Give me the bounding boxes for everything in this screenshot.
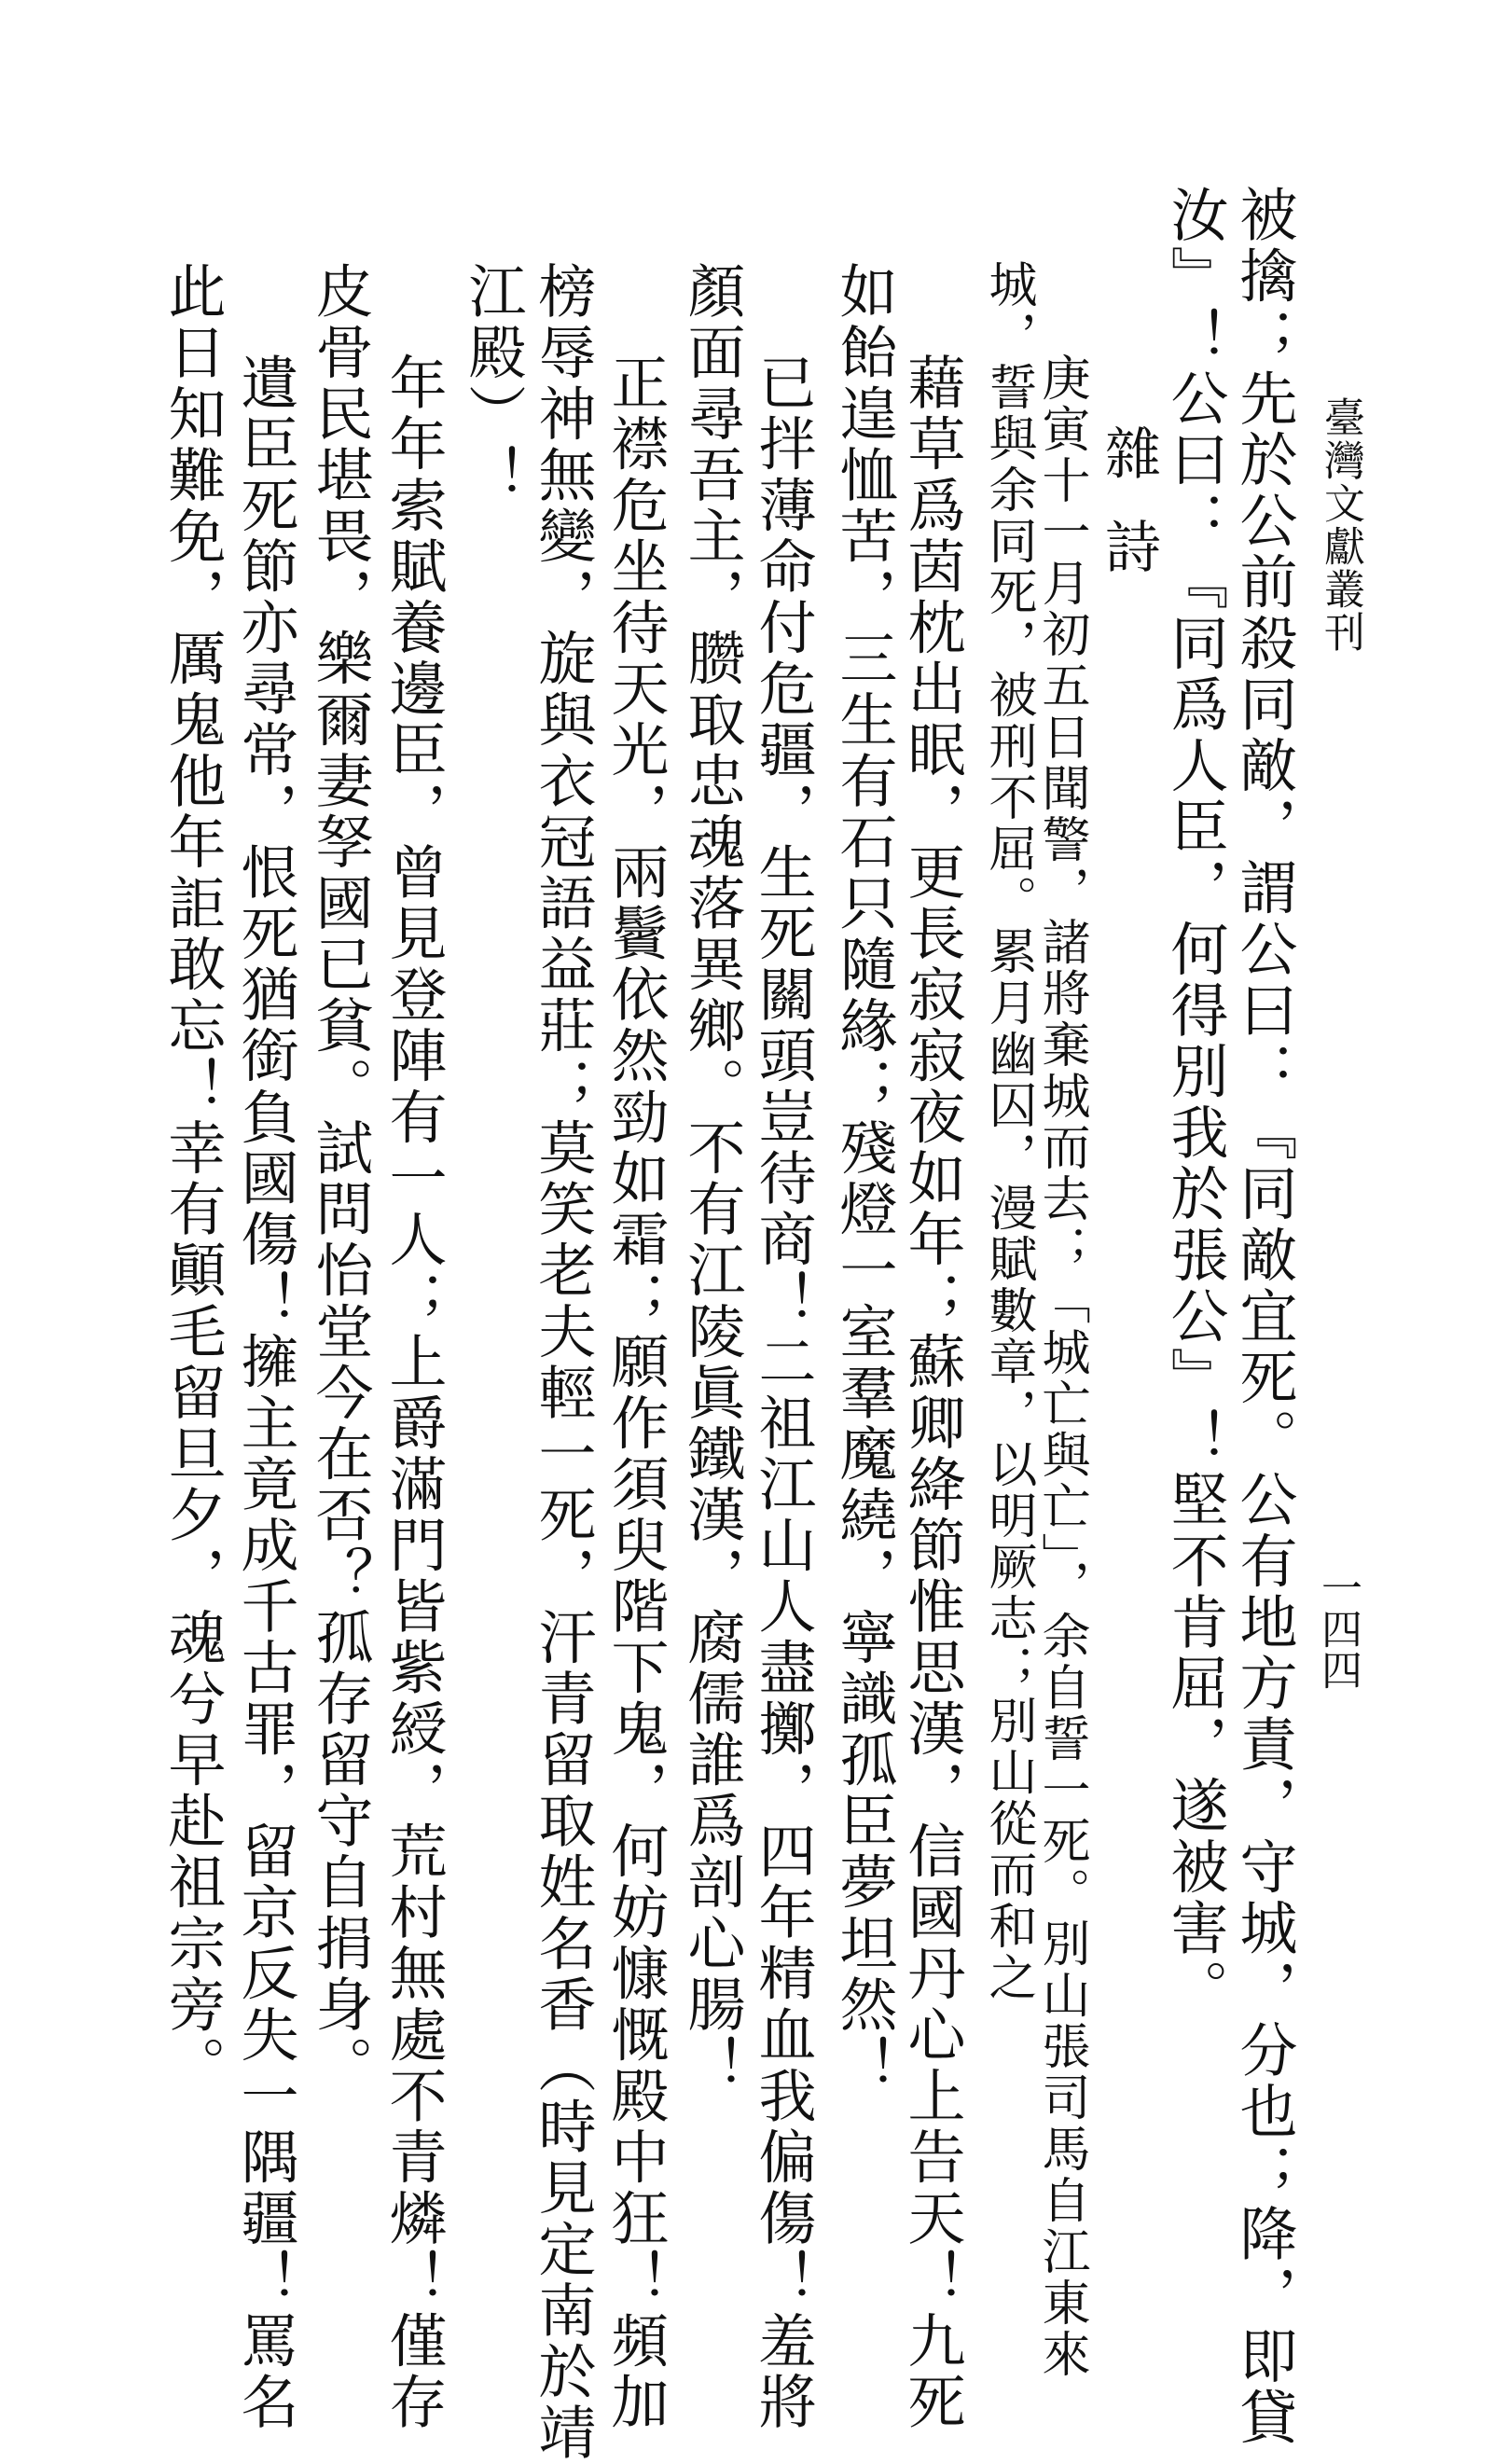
poem-column-6: 榜辱神無變，旋與衣冠語益莊；莫笑老夫輕一死，汗青留取姓名香（時見定南於靖 xyxy=(529,261,597,2464)
section-heading: 雜詩 xyxy=(1096,424,1161,611)
text-column-2: 汝』！公曰：『同爲人臣，何得別我於張公』！堅不肯屈，遂被害。 xyxy=(1161,185,1229,2020)
poem-column-9: 皮骨民堪畏，樂爾妻孥國已貧。試問怡堂今在否？孤存留守自捐身。 xyxy=(306,261,374,2097)
poem-column-4: 顏面尋吾主，臜取忠魂落異鄉。不有江陵眞鐵漢，腐儒誰爲剖心腸！ xyxy=(678,261,746,2097)
poem-column-1: 藉草爲茵枕出眠，更長寂寂夜如年；蘇卿絳節惟思漢，信國丹心上告天！九死 xyxy=(898,353,966,2433)
poem-column-7: 江殿）！ xyxy=(459,261,527,506)
page-number: 一四四 xyxy=(1314,1567,1362,1690)
text-column-1: 被擒；先於公前殺同敵，謂公曰：『同敵宜死。公有地方責，守城，分也；降，即貸 xyxy=(1230,185,1298,2449)
poem-column-5: 正襟危坐待天光，兩鬢依然勁如霜；願作須臾階下鬼，何妨慷慨殿中狂！頻加 xyxy=(601,353,670,2433)
text-column-4: 城，誓與余同死，被刑不屈。累月幽囚，漫賦數章，以明厥志；別山從而和之 xyxy=(980,259,1036,2003)
poem-column-2: 如飴遑恤苦，三生有石只隨緣；殘燈一室羣魔繞，寧識孤臣夢坦然！ xyxy=(830,261,898,2097)
poem-column-11: 此日知難免，厲鬼他年詎敢忘！幸有顚毛留旦夕，魂兮早赴祖宗旁。 xyxy=(159,261,227,2097)
running-header-title: 臺灣文獻叢刊 xyxy=(1317,396,1364,654)
poem-column-8: 年年索賦養邊臣，曾見登陣有一人；上爵滿門皆紫綬，荒村無處不青燐！僅存 xyxy=(380,353,448,2433)
text-column-3: 庚寅十一月初五日聞警，諸將棄城而去；「城亡與亡」，余自誓一死。別山張司馬自江東來 xyxy=(1033,353,1089,2380)
poem-column-3: 已拌薄命付危疆，生死關頭豈待商！二祖江山人盡擲，四年精血我偏傷！羞將 xyxy=(749,353,817,2433)
poem-column-10: 遺臣死節亦尋常，恨死猶銜負國傷！擁主竟成千古罪，留京反失一隅疆！罵名 xyxy=(231,353,299,2433)
